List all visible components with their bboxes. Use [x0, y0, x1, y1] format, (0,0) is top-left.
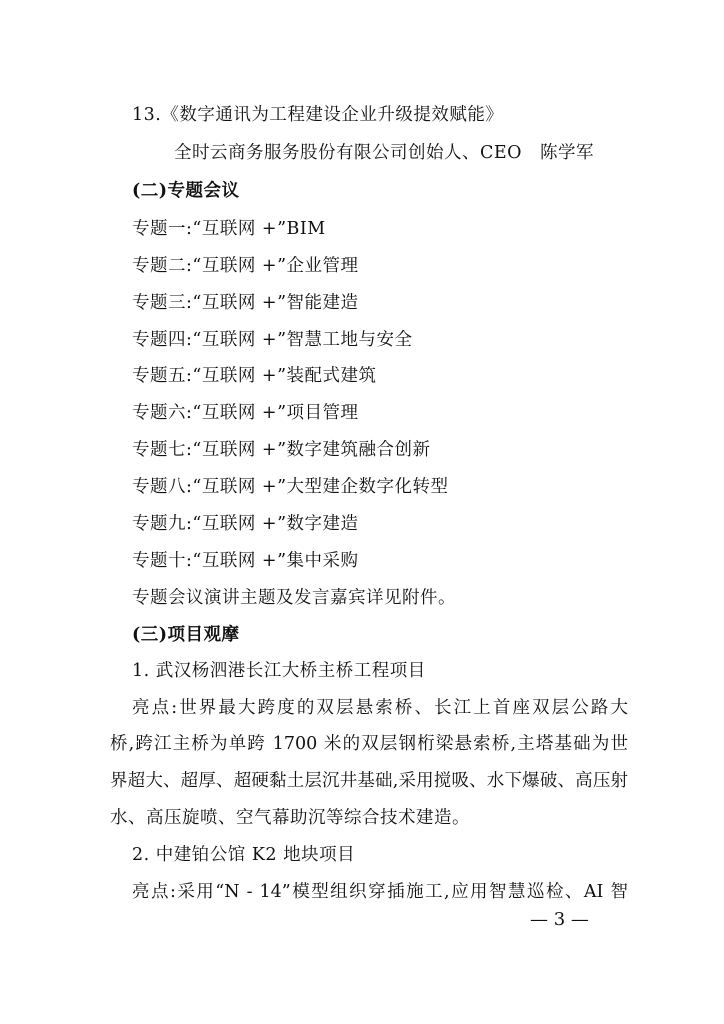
topic-line: 专题七:“互联网 +”数字建筑融合创新 — [132, 440, 431, 460]
section-3-heading: (三)项目观摩 — [132, 625, 240, 645]
project-1-highlight-line: 桥,跨江主桥为单跨 1700 米的双层钢桁梁悬索桥,主塔基础为世 — [110, 734, 628, 754]
topic-line: 专题二:“互联网 +”企业管理 — [132, 256, 359, 276]
page-number: — 3 — — [530, 909, 589, 930]
project-1-highlight-line: 界超大、超厚、超硬黏土层沉井基础,采用搅吸、水下爆破、高压射 — [110, 771, 628, 791]
item-13-title: 13.《数字通讯为工程建设企业升级提效赋能》 — [132, 105, 504, 125]
project-2-highlight-line: 亮点:采用“N - 14”模型组织穿插施工,应用智慧巡检、AI 智 — [132, 882, 628, 902]
topic-line: 专题五:“互联网 +”装配式建筑 — [132, 366, 377, 386]
topic-line: 专题十:“互联网 +”集中采购 — [132, 551, 359, 571]
topic-line: 专题三:“互联网 +”智能建造 — [132, 293, 359, 313]
topic-line: 专题一:“互联网 +”BIM — [132, 219, 326, 239]
item-13-speaker: 全时云商务服务股份有限公司创始人、CEO 陈学军 — [174, 143, 595, 163]
project-1-title: 1. 武汉杨泗港长江大桥主桥工程项目 — [132, 661, 426, 681]
topic-line: 专题六:“互联网 +”项目管理 — [132, 403, 359, 423]
project-2-title: 2. 中建铂公馆 K2 地块项目 — [132, 845, 356, 865]
project-1-highlight-last-line: 水、高压旋喷、空气幕助沉等综合技术建造。 — [110, 808, 470, 828]
topic-line: 专题九:“互联网 +”数字建造 — [132, 514, 359, 534]
topic-line: 专题四:“互联网 +”智慧工地与安全 — [132, 330, 413, 350]
section-2-heading: (二)专题会议 — [132, 181, 240, 201]
topics-note: 专题会议演讲主题及发言嘉宾详见附件。 — [132, 588, 456, 608]
project-1-highlight-line: 亮点:世界最大跨度的双层悬索桥、长江上首座双层公路大 — [132, 698, 628, 718]
topic-line: 专题八:“互联网 +”大型建企数字化转型 — [132, 477, 449, 497]
